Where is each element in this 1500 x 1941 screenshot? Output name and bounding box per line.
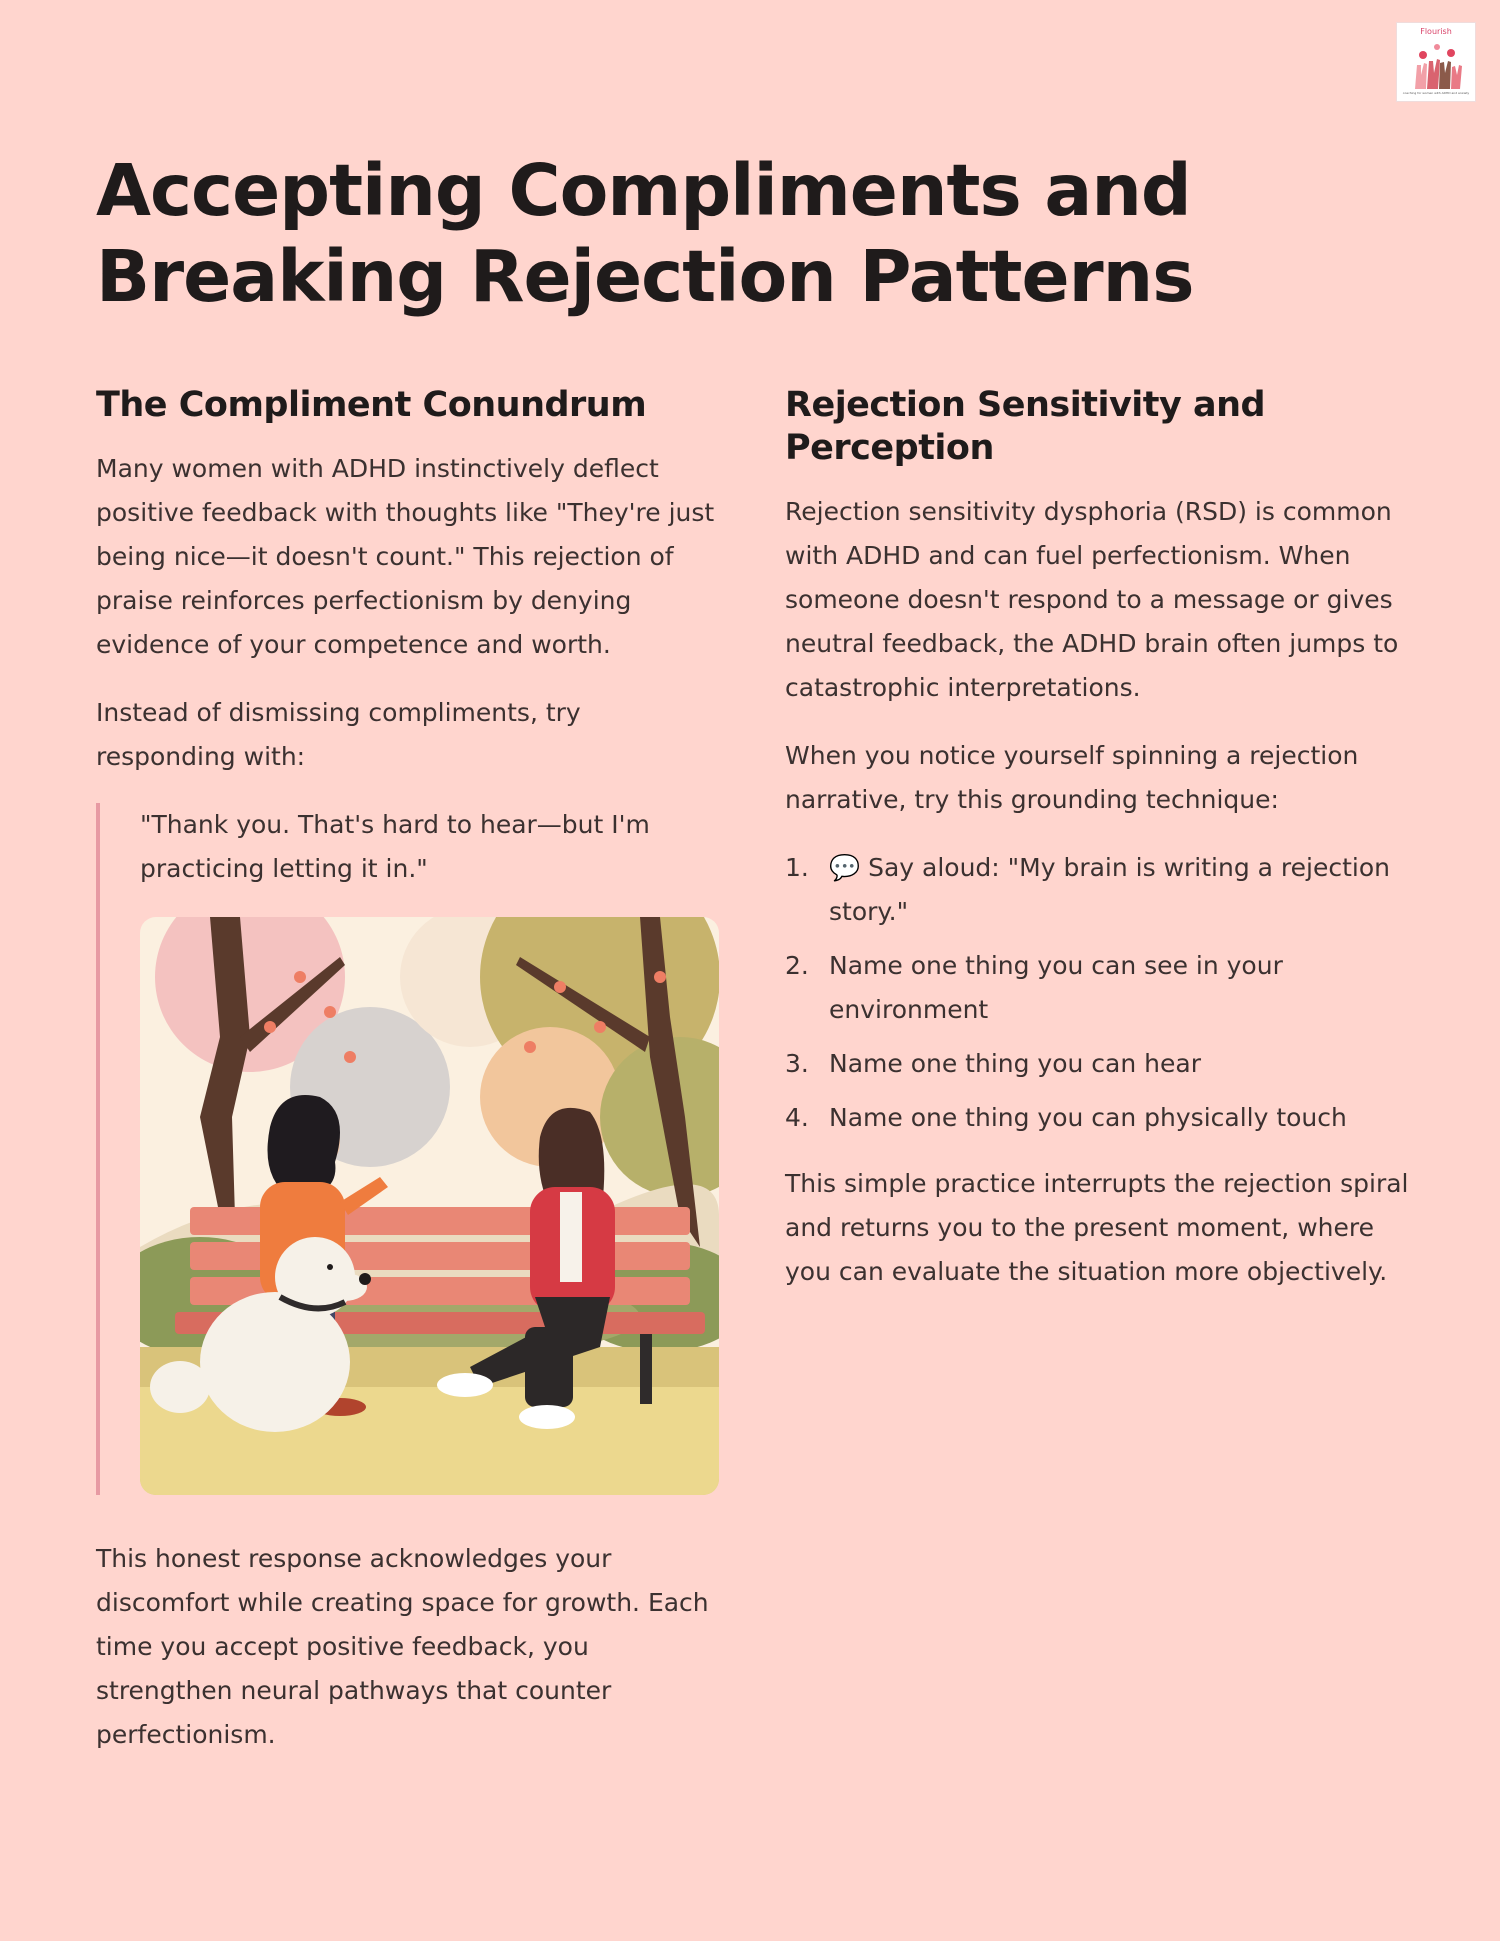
list-item: 4. Name one thing you can physically touch bbox=[785, 1103, 1347, 1132]
rejection-heading: Rejection Sensitivity and Perception bbox=[785, 385, 1266, 468]
list-item: 2. Name one thing you can see in your environment bbox=[785, 951, 1283, 1024]
compliment-quote: "Thank you. That's hard to hear—but I'm practicing letting it in." bbox=[140, 810, 650, 883]
left-column bbox=[96, 384, 726, 1781]
compliment-heading: The Compliment Conundrum bbox=[96, 385, 647, 425]
compliment-closing-paragraph: This honest response acknowledges your discomfort while creating space for growth. Each time you accept positive feedback, you strengthen neural pathways that counter perfectionism. bbox=[96, 1544, 709, 1749]
list-item: 3. Name one thing you can hear bbox=[785, 1049, 1201, 1078]
list-item: 1. 💬 Say aloud: "My brain is writing a rejection story." bbox=[785, 853, 1390, 926]
brand-logo bbox=[1396, 22, 1476, 102]
right-column bbox=[785, 384, 1415, 1318]
rejection-closing-paragraph: This simple practice interrupts the rejection spiral and returns you to the present moment, where you can evaluate the situation more objectively. bbox=[785, 1169, 1409, 1286]
rejection-try-paragraph: When you notice yourself spinning a rejection narrative, try this grounding technique: bbox=[785, 741, 1359, 814]
compliment-intro-paragraph: Many women with ADHD instinctively deflect positive feedback with thoughts like "They're just being nice—it doesn't count." This rejection of praise reinforces perfectionism by denying evidence of your competence and worth. bbox=[96, 454, 715, 659]
logo-name: Flourish bbox=[1420, 27, 1452, 36]
compliment-quote-block bbox=[96, 803, 726, 1495]
compliment-try-paragraph: Instead of dismissing compliments, try responding with: bbox=[96, 698, 581, 771]
page-title: Accepting Compliments and Breaking Rejection Patterns bbox=[96, 149, 1194, 318]
park-bench-illustration bbox=[140, 917, 719, 1495]
rejection-intro-paragraph: Rejection sensitivity dysphoria (RSD) is common with ADHD and can fuel perfectionism. When someone doesn't respond to a message or gives neutral feedback, the ADHD brain often jumps to catastrophic interpretations. bbox=[785, 497, 1399, 702]
logo-tagline: coaching for women with ADHD and anxiety bbox=[1402, 91, 1470, 95]
grounding-steps-list bbox=[785, 846, 1415, 1140]
